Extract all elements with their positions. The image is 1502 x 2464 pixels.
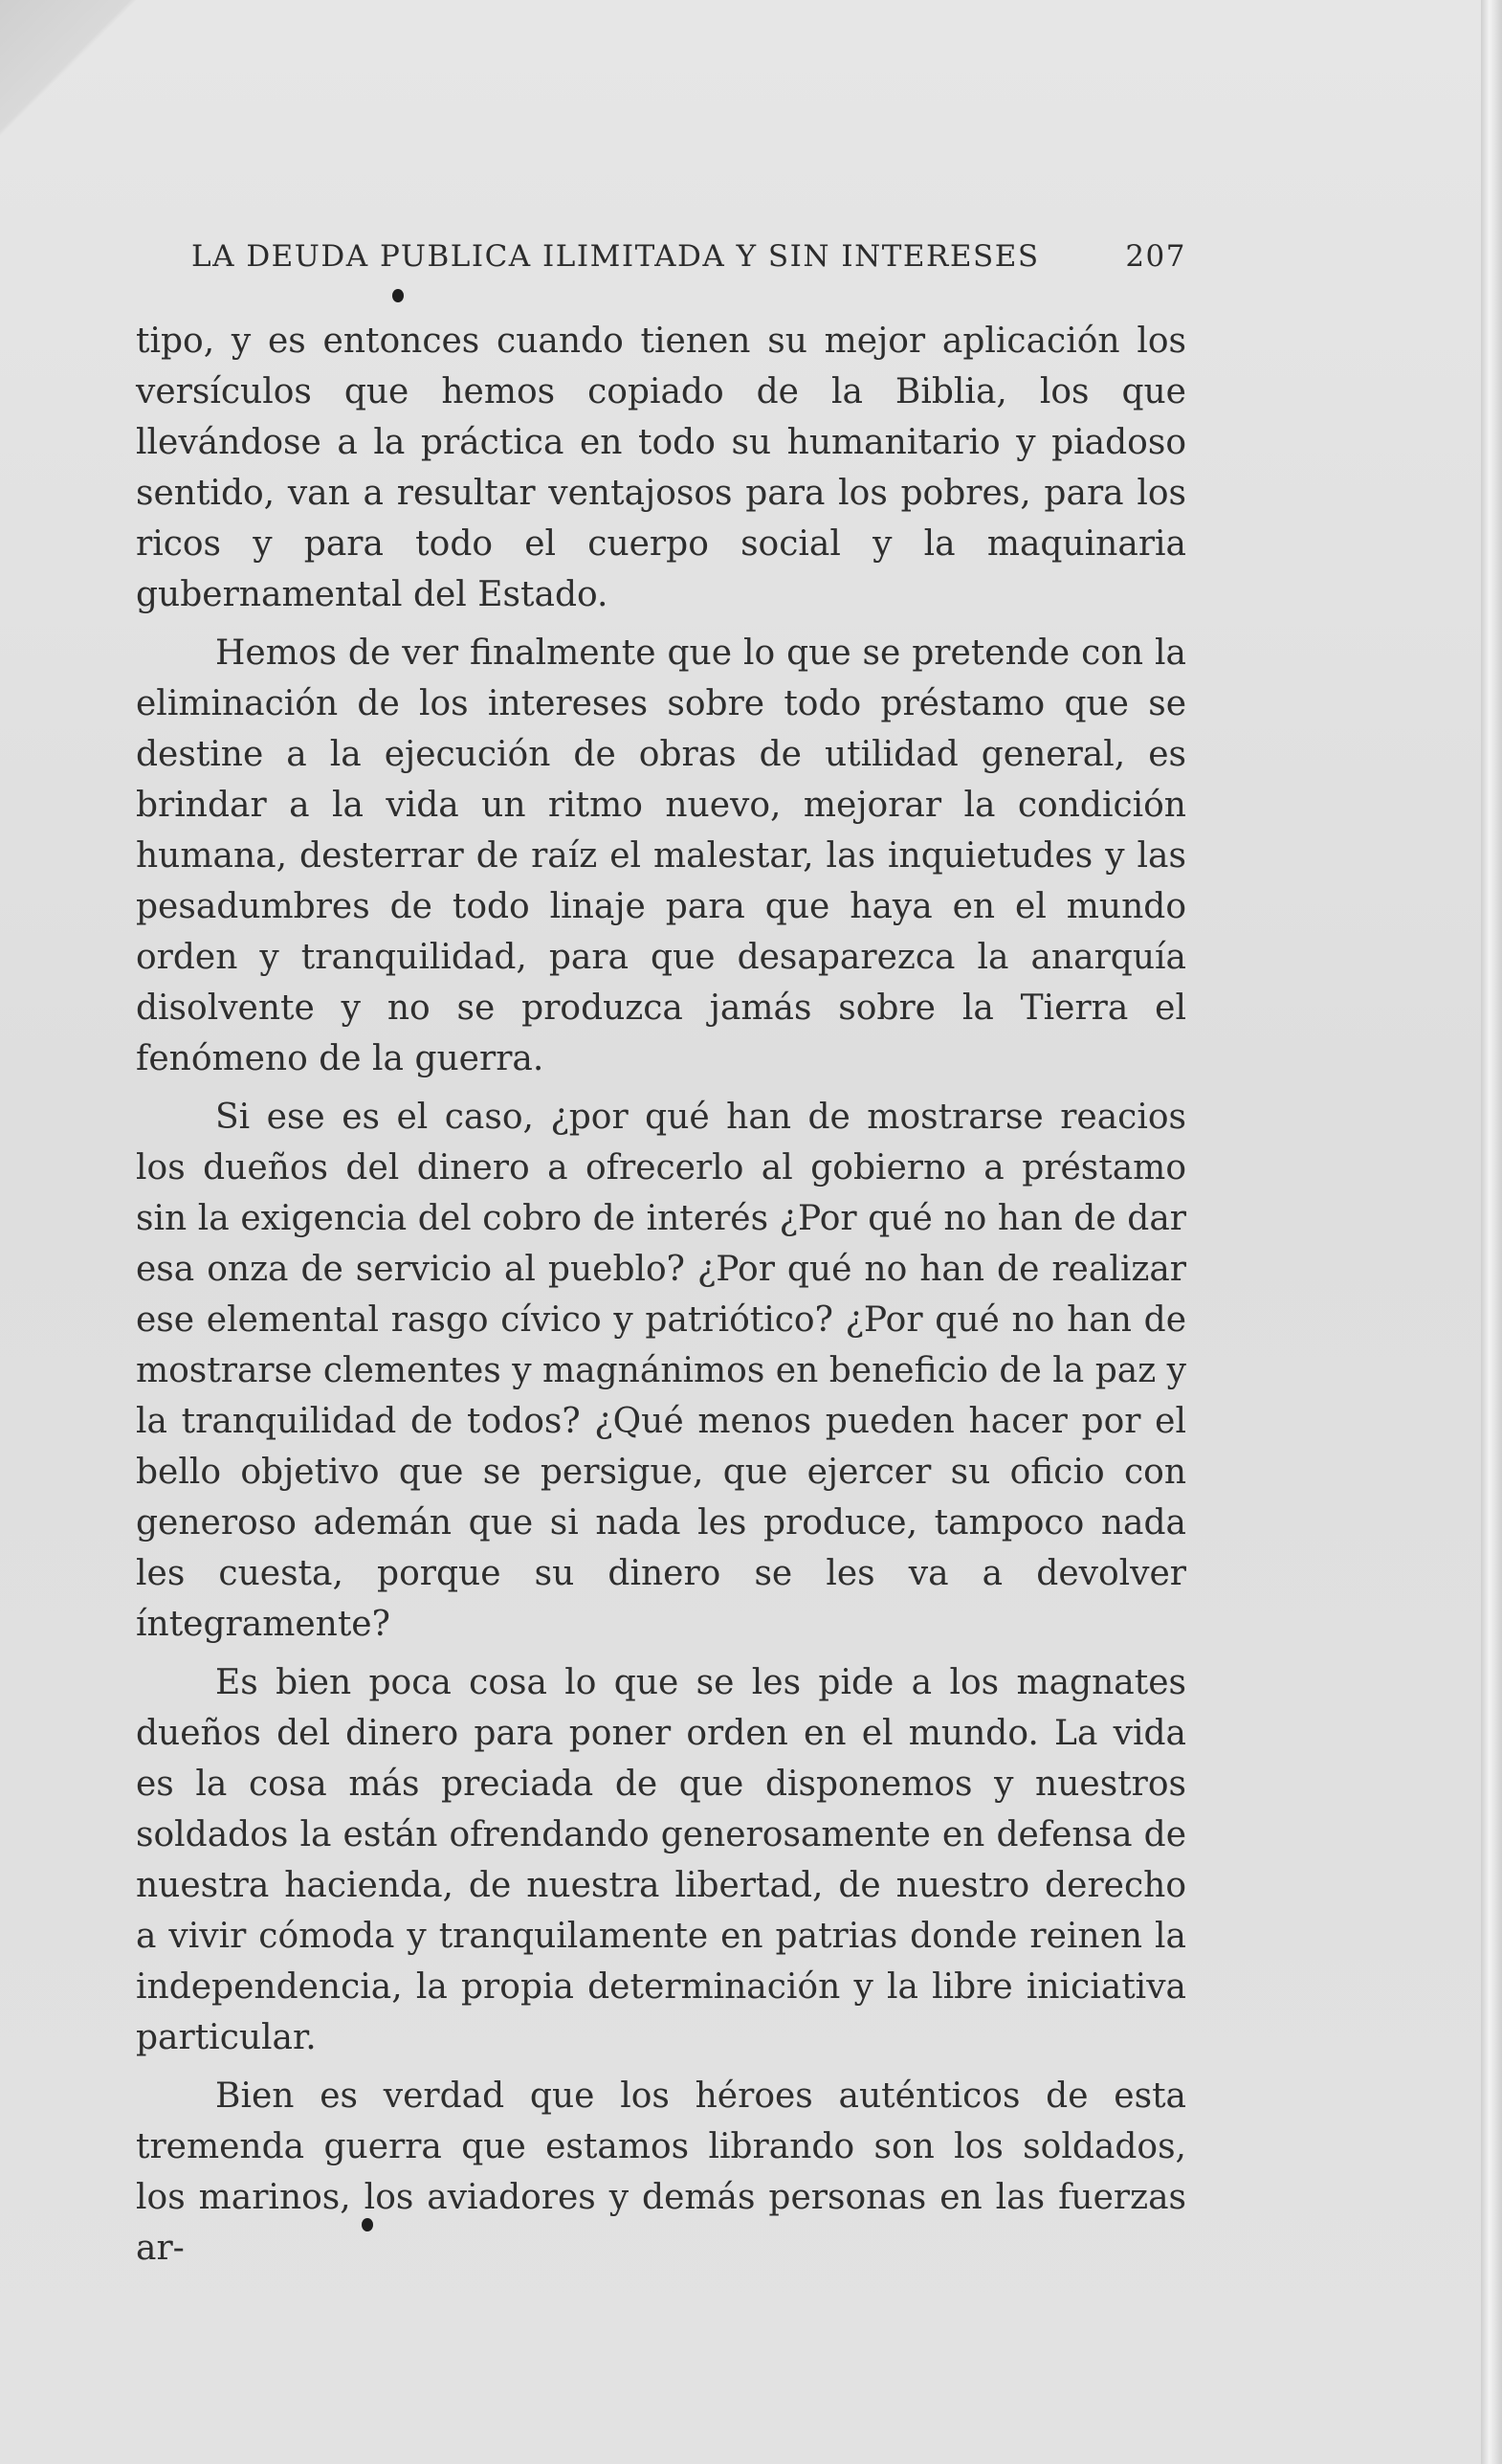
- page-corner-fold: [0, 0, 172, 153]
- ink-speck: [392, 289, 404, 302]
- body-text: [136, 316, 1186, 2274]
- page-edge: [1481, 0, 1502, 2464]
- paragraph: tipo, y es entonces cuando tienen su mejor aplicación los versículos que hemos copiado de la Biblia, los que llevándose a la práctica en todo su humanitario y piadoso sentido, van a resultar ventajosos para los pobres, para los ricos y para todo el cuerpo social y la maquinaria gubernamental del Estado.: [136, 322, 1186, 614]
- running-header-title: LA DEUDA PUBLICA ILIMITADA Y SIN INTERESES: [191, 239, 1040, 274]
- paragraph: Si ese es el caso, ¿por qué han de mostrarse reacios los dueños del dinero a ofrecerlo al gobierno a préstamo sin la exigencia del cobro de interés ¿Por qué no han de dar esa onza de servicio al pueblo? ¿Por qué no han de realizar ese elemental rasgo cívico y patriótico? ¿Por qué no han de mostrarse clementes y magnánimos en beneficio de la paz y la tranquilidad de todos? ¿Qué menos pueden hacer por el bello objetivo que se persigue, que ejercer su oficio con generoso ademán que si nada les produce, tampoco nada les cuesta, porque su dinero se les va a devolver íntegramente?: [136, 1098, 1186, 1644]
- page-number: 207: [1125, 239, 1186, 274]
- paragraph: Hemos de ver finalmente que lo que se pretende con la eliminación de los intereses sobre todo préstamo que se destine a la ejecución de obras de utilidad general, es brindar a la vida un ritmo nuevo, mejorar la condición humana, desterrar de raíz el malestar, las inquietudes y las pesadumbres de todo linaje para que haya en el mundo orden y tranquilidad, para que desaparezca la anarquía disolvente y no se produzca jamás sobre la Tierra el fenómeno de la guerra.: [136, 633, 1186, 1078]
- running-header: [191, 239, 1186, 274]
- paragraph: Bien es verdad que los héroes auténticos de esta tremenda guerra que estamos librando son los soldados, los marinos, los aviadores y demás personas en las fuerzas ar-: [136, 2076, 1186, 2268]
- paragraph: Es bien poca cosa lo que se les pide a los magnates dueños del dinero para poner orden en el mundo. La vida es la cosa más preciada de que disponemos y nuestros soldados la están ofrendando generosamente en defensa de nuestra hacienda, de nuestra libertad, de nuestro derecho a vivir cómoda y tranquilamente en patrias donde reinen la independencia, la propia determinación y la libre iniciativa particular.: [136, 1663, 1186, 2057]
